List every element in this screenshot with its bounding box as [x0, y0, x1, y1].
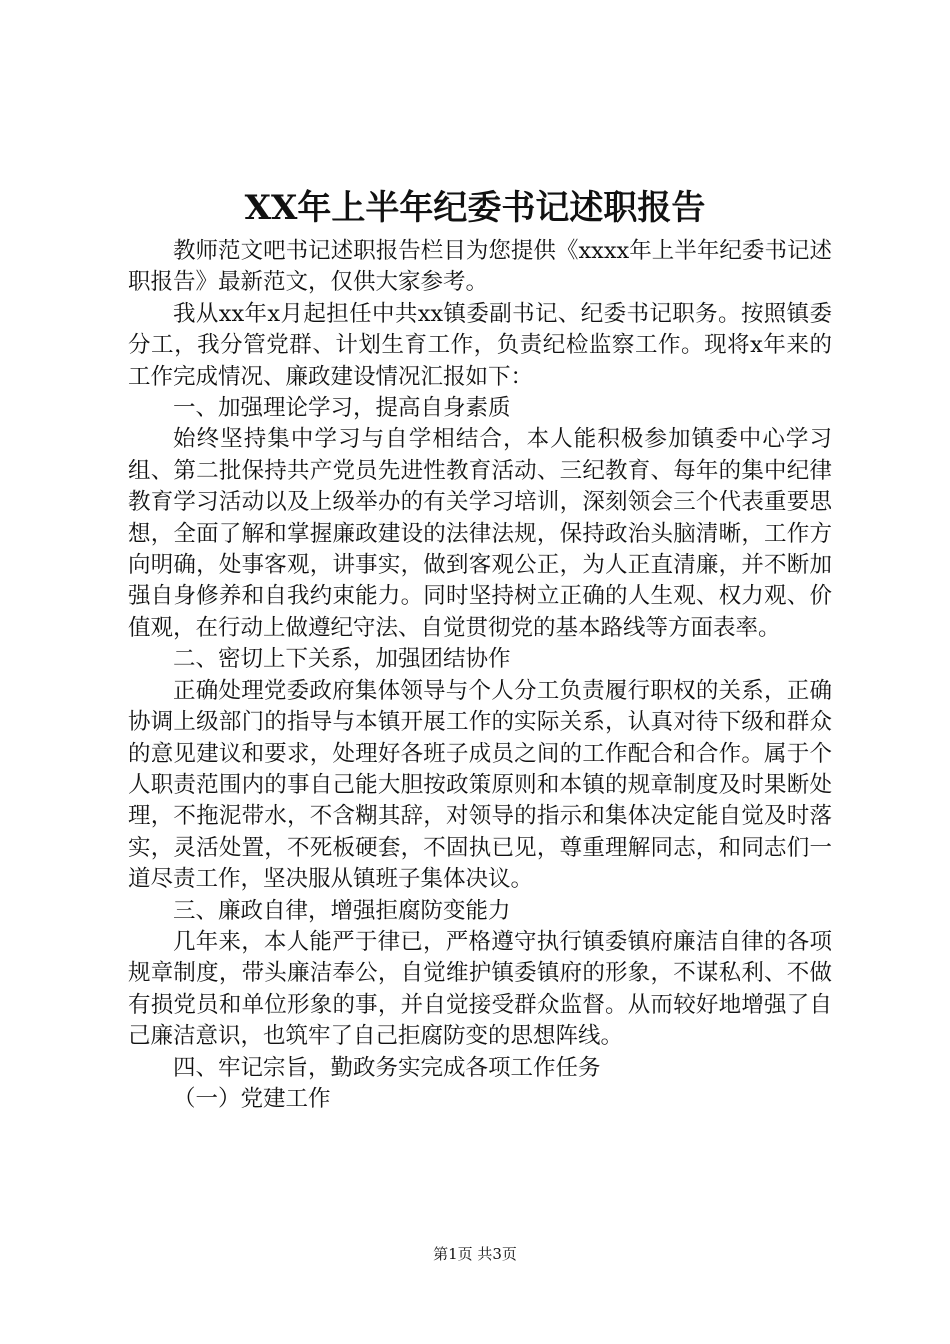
section-heading-1: 一、加强理论学习，提高自身素质 [173, 395, 511, 422]
page-footer: 第1页 共3页 [433, 1245, 517, 1263]
paragraph-appointment: 我从xx年x月起担任中共xx镇委副书记、纪委书记职务。按照镇委分工，我分管党群、计划生育工作，负责纪检监察工作。现将x年来的工作完成情况、廉政建设情况汇报如下： [128, 300, 832, 390]
paragraph-section-2: 正确处理党委政府集体领导与个人分工负责履行职权的关系，正确协调上级部门的指导与本镇开展工作的实际关系，认真对待下级和群众的意见建议和要求，处理好各班子成员之间的工作配合和合作。属于个人职责范围内的事自己能大胆按政策原则和本镇的规章制度及时果断处理，不拖泥带水，不含糊其辞，对领导的指示和集体决定能自觉及时落实，灵活处置，不死板硬套，不固执已见，尊重理解同志，和同志们一道尽责工作，坚决服从镇班子集体决议。 [128, 677, 832, 893]
section-heading-4: 四、牢记宗旨，勤政务实完成各项工作任务 [173, 1054, 601, 1081]
paragraph-section-3: 几年来，本人能严于律已，严格遵守执行镇委镇府廉洁自律的各项规章制度，带头廉洁奉公，自觉维护镇委镇府的形象，不谋私利、不做有损党员和单位形象的事，并自觉接受群众监督。从而较好地增强了自己廉洁意识，也筑牢了自己拒腐防变的思想阵线。 [128, 928, 832, 1050]
section-heading-2: 二、密切上下关系，加强团结协作 [173, 646, 511, 673]
document-body [128, 236, 832, 1115]
paragraph-intro: 教师范文吧书记述职报告栏目为您提供《xxxx年上半年纪委书记述职报告》最新范文，仅供大家参考。 [128, 238, 832, 296]
paragraph-section-1: 始终坚持集中学习与自学相结合，本人能积极参加镇委中心学习组、第二批保持共产党员先进性教育活动、三纪教育、每年的集中纪律教育学习活动以及上级举办的有关学习培训，深刻领会三个代表重要思想，全面了解和掌握廉政建设的法律法规，保持政治头脑清晰，工作方向明确，处事客观，讲事实，做到客观公正，为人正直清廉，并不断加强自身修养和自我约束能力。同时坚持树立正确的人生观、权力观、价值观，在行动上做遵纪守法、自觉贯彻党的基本路线等方面表率。 [128, 426, 832, 641]
subsection-heading-4-1: （一）党建工作 [173, 1085, 331, 1112]
section-heading-3: 三、廉政自律，增强拒腐防变能力 [173, 897, 511, 924]
document-title: XX年上半年纪委书记述职报告 [244, 188, 706, 228]
